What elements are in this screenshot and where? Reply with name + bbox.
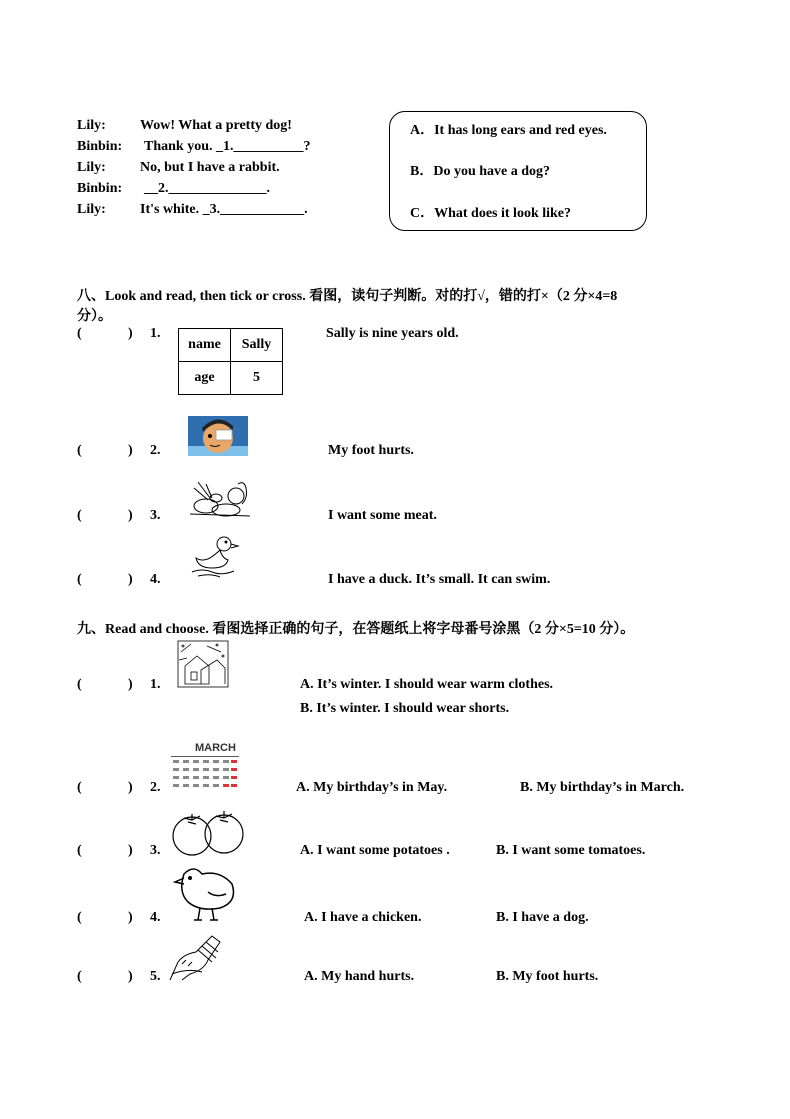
choice-a: A. It’s winter. I should wear warm clothes. [300,677,554,692]
dialogue-speaker: Binbin: [77,181,123,196]
statement: Sally is nine years old. [326,326,459,341]
choice-a: A. My hand hurts. [304,969,415,984]
choice-b: B. I want some tomatoes. [496,843,646,858]
choice-a: A. I have a chicken. [304,910,422,925]
question-number: 3. [150,843,161,858]
section8-title: 八、Look and read, then tick or cross. 看图，读句子判断。对的打√，错的打×（2 分×4=8 [77,289,618,304]
question-number: 5. [150,969,161,984]
dialogue-line: No, but I have a rabbit. [140,160,280,175]
table-cell: age [179,362,231,395]
table-cell: Sally [231,329,283,362]
table-cell: name [179,329,231,362]
dialogue-line: Thank you. _1.__________? [144,139,311,154]
vegetables-image [186,476,254,520]
table-cell: 5 [231,362,283,395]
dialogue-speaker: Lily: [77,202,106,217]
choice-b: B. My foot hurts. [496,969,599,984]
option-c: C．What does it look like? [410,206,572,221]
choice-b: B. My birthday’s in March. [520,780,685,795]
choice-a: A. My birthday’s in May. [296,780,448,795]
section8-title-cont: 分）。 [77,309,112,324]
tomatoes-image [170,806,246,858]
question-number: 1. [150,677,161,692]
dialogue-speaker: Binbin: [77,139,123,154]
statement: I want some meat. [328,508,437,523]
question-number: 4. [150,572,161,587]
choice-b: B. I have a dog. [496,910,589,925]
calendar-month-label: MARCH [195,742,236,754]
march-calendar-image [169,742,241,794]
question-number: 4. [150,910,161,925]
statement: My foot hurts. [328,443,414,458]
choice-a: A. I want some potatoes . [300,843,450,858]
option-b: B．Do you have a dog? [410,164,551,179]
winter-house-image [177,640,229,688]
question-number: 3. [150,508,161,523]
dialogue-line: Wow! What a pretty dog! [140,118,292,133]
question-number: 2. [150,443,161,458]
statement: I have a duck. It’s small. It can swim. [328,572,551,587]
bandaged-hand-image [168,930,224,982]
injured-boy-image [188,416,248,456]
duck-image [188,534,244,580]
info-table [178,328,283,395]
question-number: 1. [150,326,161,341]
dialogue-line: __2.______________. [144,181,270,196]
question-number: 2. [150,780,161,795]
dialogue-line: It's white. _3.____________. [140,202,308,217]
section9-title: 九、Read and choose. 看图选择正确的句子，在答题纸上将字母番号涂黑（2 分×5=10 分）。 [77,622,635,637]
option-a: A．It has long ears and red eyes. [410,123,607,138]
chicken-image [172,864,242,922]
choice-b: B. It’s winter. I should wear shorts. [300,701,510,716]
dialogue-speaker: Lily: [77,118,106,133]
dialogue-speaker: Lily: [77,160,106,175]
